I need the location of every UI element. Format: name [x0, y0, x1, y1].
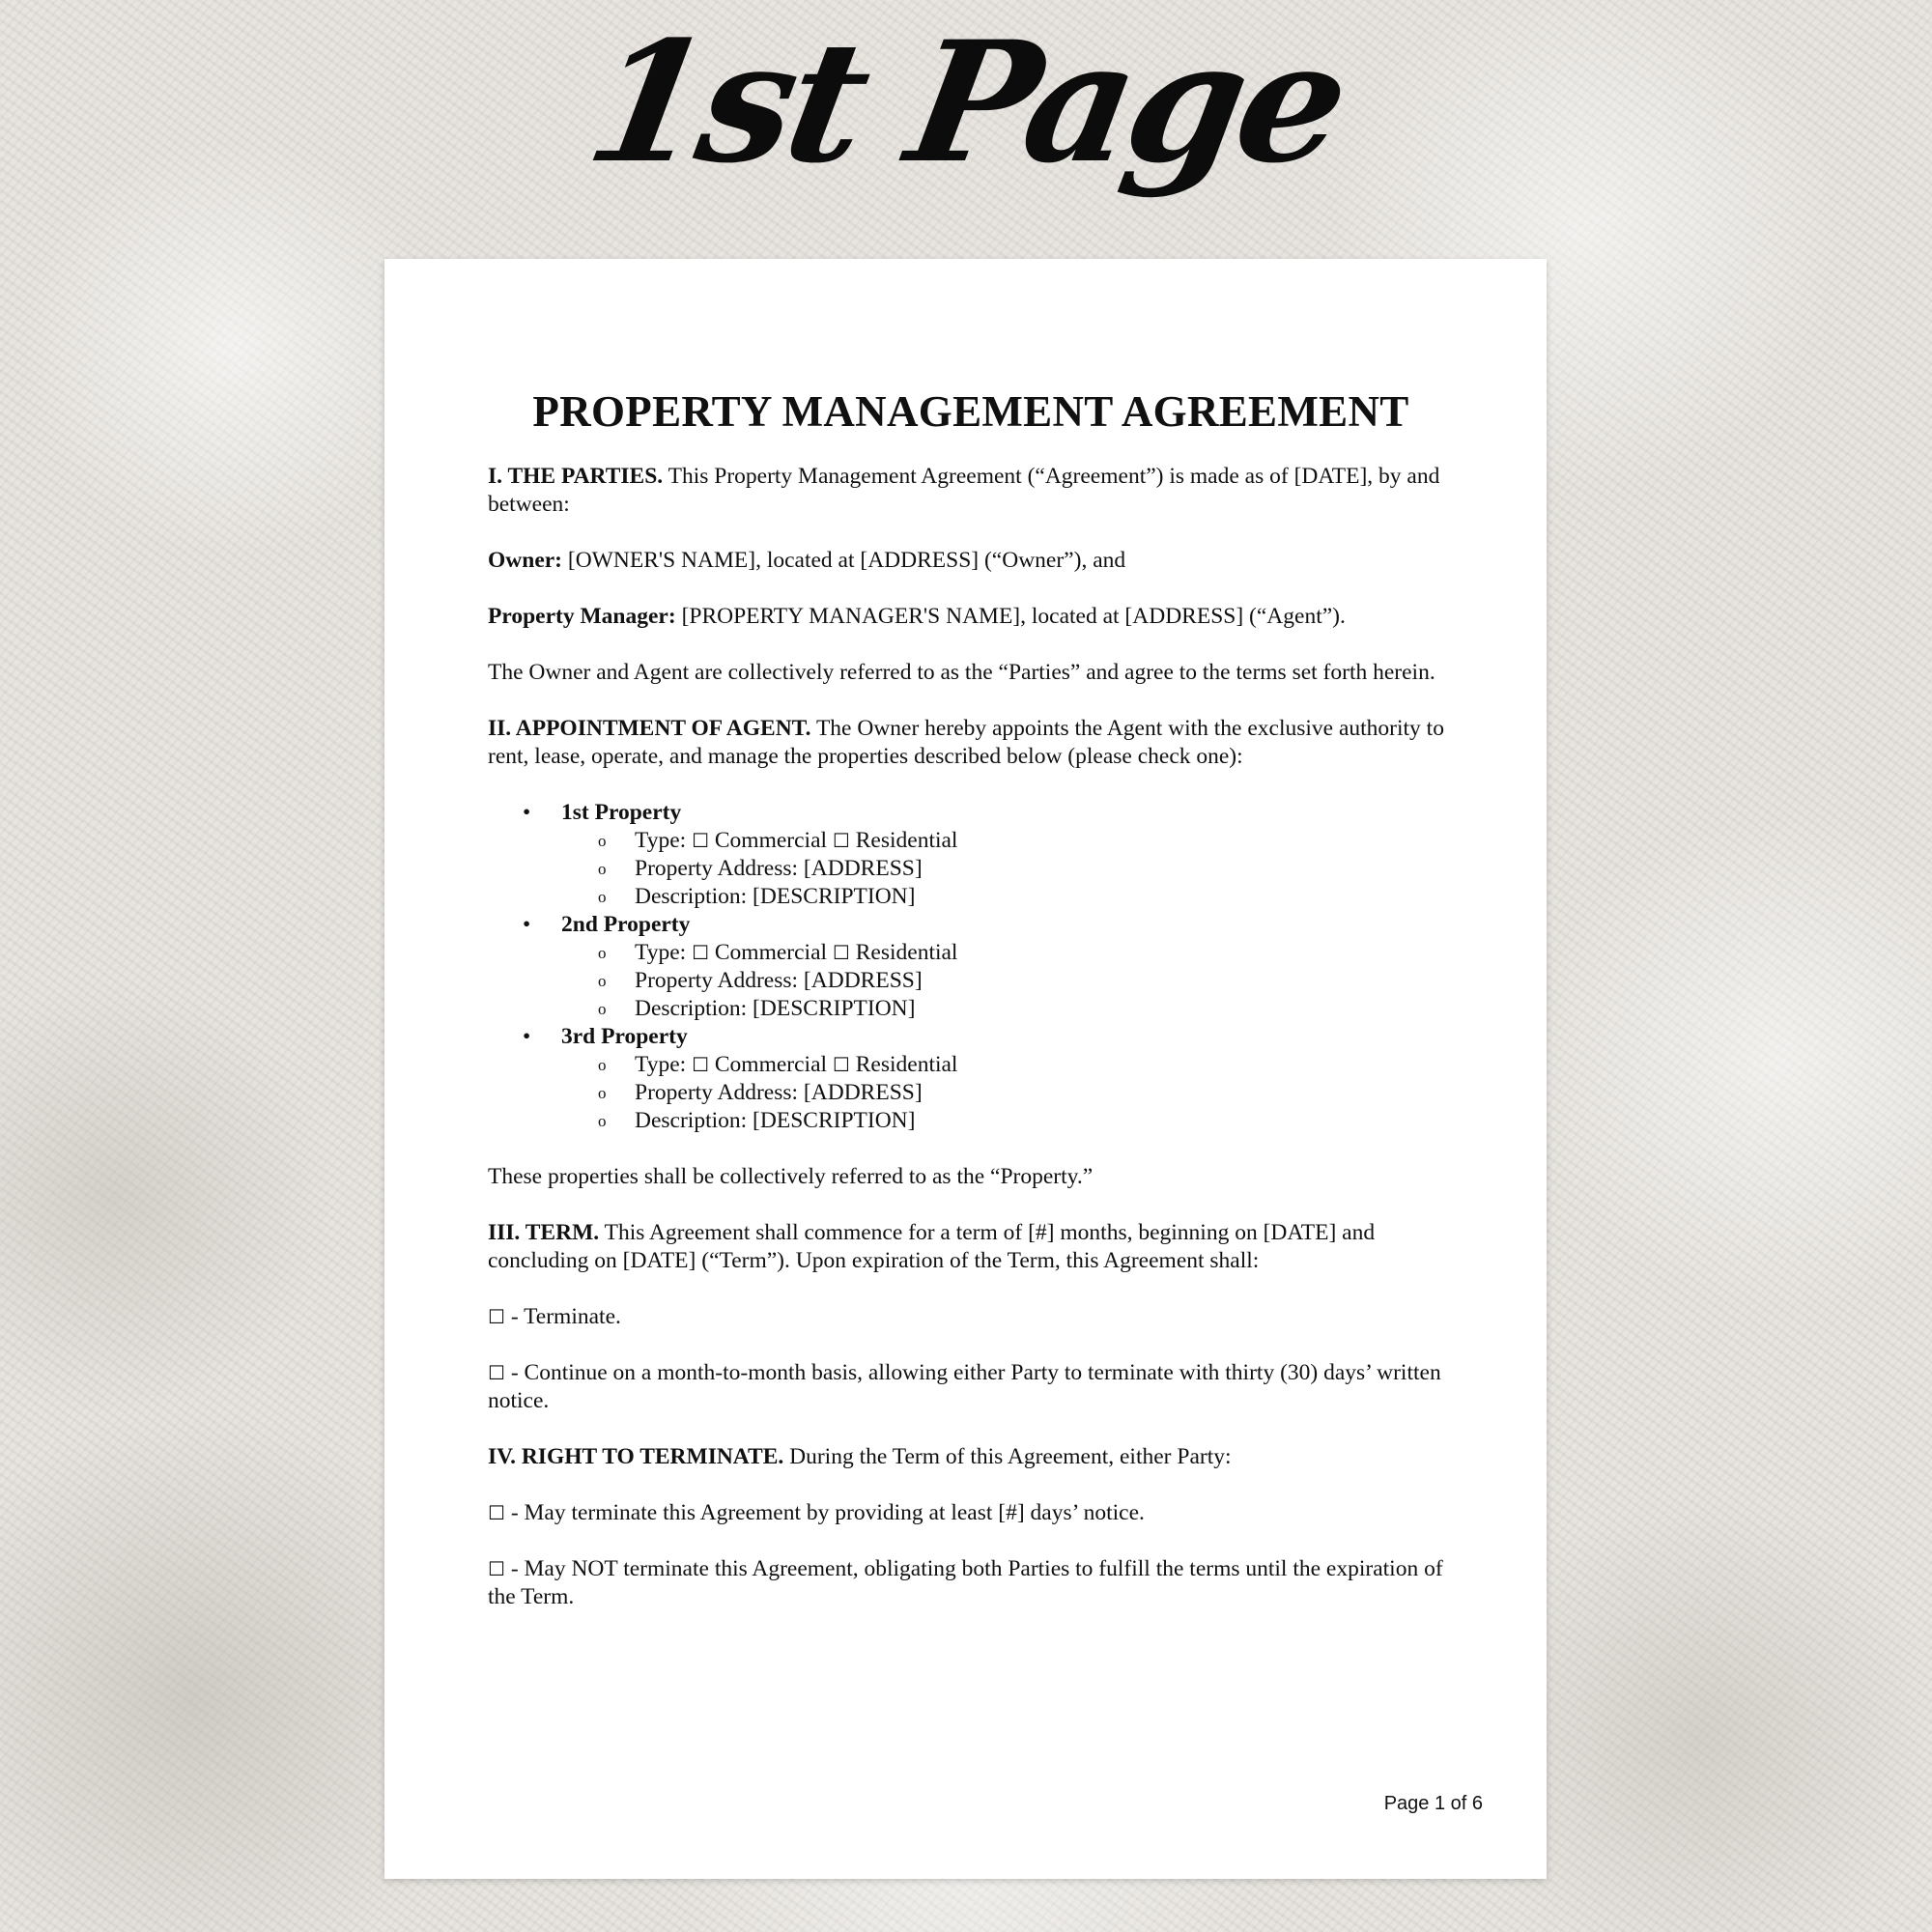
section-text: This Property Management Agreement (“Agreement”) is made as of [DATE], by and between: — [488, 464, 1440, 517]
manager-text: [PROPERTY MANAGER'S NAME], located at [ADDRESS] (“Agent”). — [675, 604, 1346, 629]
property-description: o Description: [DESCRIPTION] — [488, 883, 1454, 911]
owner-text: [OWNER'S NAME], located at [ADDRESS] (“Owner”), and — [562, 548, 1126, 573]
residential-label: Residential — [849, 940, 958, 965]
property-collective-paragraph: These properties shall be collectively referred to as the “Property.” — [488, 1164, 1094, 1189]
may-terminate-label: - May terminate this Agreement by providing at least [#] days’ notice. — [504, 1500, 1145, 1525]
property-address: o Property Address: [ADDRESS] — [488, 855, 1454, 883]
commercial-checkbox[interactable]: ☐ — [692, 1053, 709, 1076]
section-text: The Owner hereby appoints the Agent with the exclusive authority to rent, lease, operate, and manage the properties described below (please check one): — [488, 716, 1444, 769]
commercial-checkbox[interactable]: ☐ — [692, 829, 709, 852]
section-heading: II. APPOINTMENT OF AGENT. — [488, 716, 811, 741]
section-heading: I. THE PARTIES. — [488, 464, 664, 489]
property-list — [488, 799, 1454, 1135]
document-body — [488, 387, 1454, 1639]
residential-checkbox[interactable]: ☐ — [832, 941, 850, 964]
owner-label: Owner: — [488, 548, 563, 573]
section-parties — [488, 463, 1454, 519]
terminate-checkbox[interactable]: ☐ — [488, 1305, 505, 1328]
property-type — [488, 1051, 1454, 1079]
property-name: • 1st Property — [488, 799, 1454, 827]
section-text: This Agreement shall commence for a term of [#] months, beginning on [DATE] and concluding on [DATE] (“Term”). Upon expiration of the Term, this Agreement shall: — [488, 1220, 1376, 1273]
commercial-checkbox[interactable]: ☐ — [692, 941, 709, 964]
term-option-terminate — [488, 1303, 1454, 1331]
commercial-label: Commercial — [709, 828, 833, 853]
document-title: PROPERTY MANAGEMENT AGREEMENT — [532, 387, 1409, 436]
section-appointment — [488, 715, 1454, 771]
may-not-terminate-label: - May NOT terminate this Agreement, obligating both Parties to fulfill the terms until the expiration of the Term. — [488, 1556, 1443, 1609]
commercial-label: Commercial — [709, 940, 833, 965]
property-name: • 3rd Property — [488, 1023, 1454, 1051]
owner-line — [488, 547, 1454, 575]
terminate-option-may — [488, 1499, 1454, 1527]
terminate-label: - Terminate. — [504, 1304, 621, 1329]
residential-label: Residential — [849, 1052, 958, 1077]
page-banner-title: 1st Page — [575, 4, 1357, 200]
page-number: Page 1 of 6 — [1383, 1793, 1483, 1814]
section-heading: III. TERM. — [488, 1220, 600, 1245]
continue-label: - Continue on a month-to-month basis, allowing either Party to terminate with thirty (30) days’ written notice. — [488, 1360, 1441, 1413]
property-type — [488, 827, 1454, 855]
type-label: Type: — [635, 828, 693, 853]
property-item — [488, 911, 1454, 1023]
document-page — [384, 259, 1547, 1879]
property-item — [488, 1023, 1454, 1135]
property-type — [488, 939, 1454, 967]
section-term — [488, 1219, 1454, 1275]
manager-label: Property Manager: — [488, 604, 676, 629]
may-terminate-checkbox[interactable]: ☐ — [488, 1501, 505, 1524]
residential-checkbox[interactable]: ☐ — [832, 829, 850, 852]
property-name: • 2nd Property — [488, 911, 1454, 939]
type-label: Type: — [635, 1052, 693, 1077]
section-heading: IV. RIGHT TO TERMINATE. — [488, 1444, 784, 1469]
section-right-to-terminate — [488, 1443, 1454, 1471]
terminate-option-may-not — [488, 1555, 1454, 1611]
may-not-terminate-checkbox[interactable]: ☐ — [488, 1557, 505, 1580]
property-item — [488, 799, 1454, 911]
residential-label: Residential — [849, 828, 958, 853]
continue-checkbox[interactable]: ☐ — [488, 1361, 505, 1384]
property-description: o Description: [DESCRIPTION] — [488, 1107, 1454, 1135]
property-description: o Description: [DESCRIPTION] — [488, 995, 1454, 1023]
property-address: o Property Address: [ADDRESS] — [488, 967, 1454, 995]
residential-checkbox[interactable]: ☐ — [832, 1053, 850, 1076]
term-option-continue — [488, 1359, 1454, 1415]
collective-paragraph: The Owner and Agent are collectively referred to as the “Parties” and agree to the terms set forth herein. — [488, 660, 1435, 685]
section-text: During the Term of this Agreement, either Party: — [783, 1444, 1232, 1469]
type-label: Type: — [635, 940, 693, 965]
property-address: o Property Address: [ADDRESS] — [488, 1079, 1454, 1107]
commercial-label: Commercial — [709, 1052, 833, 1077]
manager-line — [488, 603, 1454, 631]
